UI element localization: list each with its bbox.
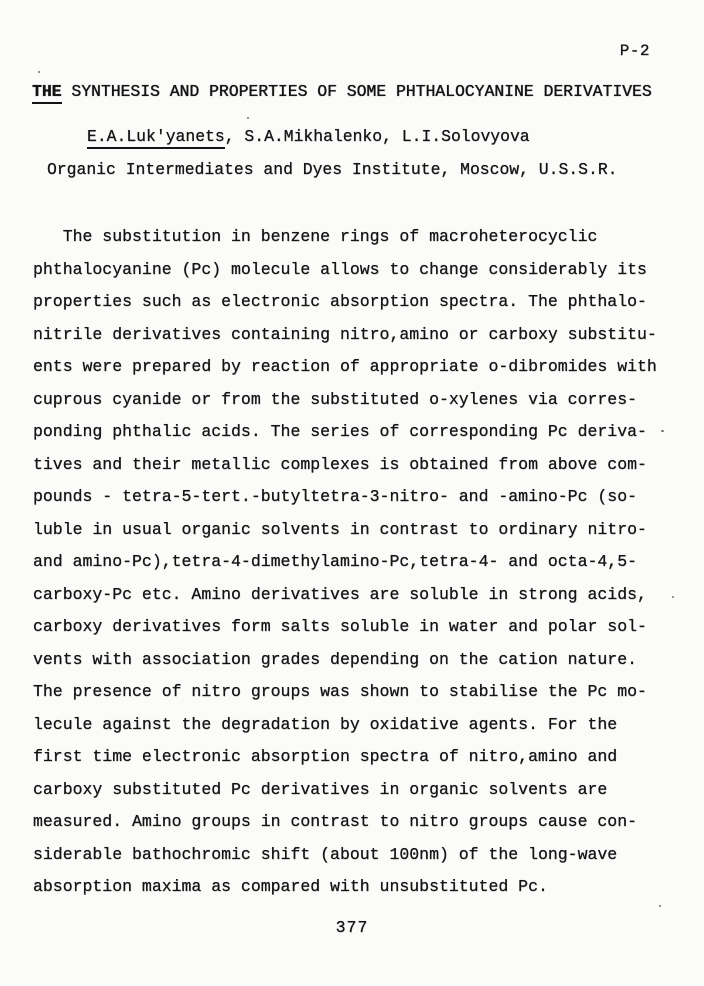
paper-title — [32, 82, 652, 101]
abstract-line: siderable bathochromic shift (about 100nm) of the long-wave — [33, 844, 618, 864]
abstract-line: nitrile derivatives containing nitro,amino or carboxy substitu- — [33, 324, 657, 344]
abstract-line: pounds - tetra-5-tert.-butyltetra-3-nitro- and -amino-Pc (so- — [33, 487, 637, 506]
abstract-line: and amino-Pc),tetra-4-dimethylamino-Pc,tetra-4- and octa-4,5- — [33, 552, 637, 571]
abstract-line: ponding phthalic acids. The series of corresponding Pc deriva- — [33, 422, 647, 441]
paper-title-lead: THE — [32, 82, 62, 104]
abstract-line: ents were prepared by reaction of appropriate o-dibromides with — [33, 357, 657, 376]
scan-speck — [247, 117, 249, 119]
abstract-line: The substitution in benzene rings of macroheterocyclic — [33, 227, 598, 246]
scan-speck — [672, 596, 674, 598]
authors-rest: , S.A.Mikhalenko, L.I.Solovyova — [224, 127, 530, 146]
scan-speck — [659, 905, 661, 907]
abstract-line: first time electronic absorption spectra of nitro,amino and — [33, 747, 618, 766]
author-primary: E.A.Luk'yanets — [87, 127, 225, 149]
abstract-line: tives and their metallic complexes is obtained from above com- — [33, 454, 647, 474]
abstract-line: carboxy derivatives form salts soluble in water and polar sol- — [33, 617, 647, 636]
scan-speck — [38, 71, 40, 73]
affiliation-line: Organic Intermediates and Dyes Institute, Moscow, U.S.S.R. — [47, 160, 618, 179]
abstract-line: carboxy substituted Pc derivatives in organic solvents are — [33, 779, 608, 799]
page-number: 377 — [335, 918, 369, 937]
abstract-line: properties such as electronic absorption spectra. The phthalo- — [33, 292, 647, 311]
authors-line — [87, 127, 530, 146]
abstract-line: absorption maxima as compared with unsubstituted Pc. — [33, 877, 548, 896]
abstract-line: luble in usual organic solvents in contrast to ordinary nitro- — [33, 519, 647, 539]
abstract-line: phthalocyanine (Pc) molecule allows to change considerably its — [33, 259, 647, 279]
scan-speck — [661, 430, 664, 432]
page-code-label: P-2 — [619, 42, 650, 60]
paper-title-rest: SYNTHESIS AND PROPERTIES OF SOME PHTHALOCYANINE DERIVATIVES — [61, 82, 652, 101]
abstract-line: measured. Amino groups in contrast to nitro groups cause con- — [33, 812, 637, 831]
abstract-line: cuprous cyanide or from the substituted o-xylenes via corres- — [33, 389, 637, 409]
abstract-body — [33, 221, 683, 904]
abstract-line: carboxy-Pc etc. Amino derivatives are soluble in strong acids, — [33, 584, 647, 604]
abstract-line: vents with association grades depending on the cation nature. — [33, 649, 637, 669]
abstract-line: The presence of nitro groups was shown to stabilise the Pc mo- — [33, 682, 647, 701]
abstract-line: lecule against the degradation by oxidative agents. For the — [33, 714, 618, 734]
